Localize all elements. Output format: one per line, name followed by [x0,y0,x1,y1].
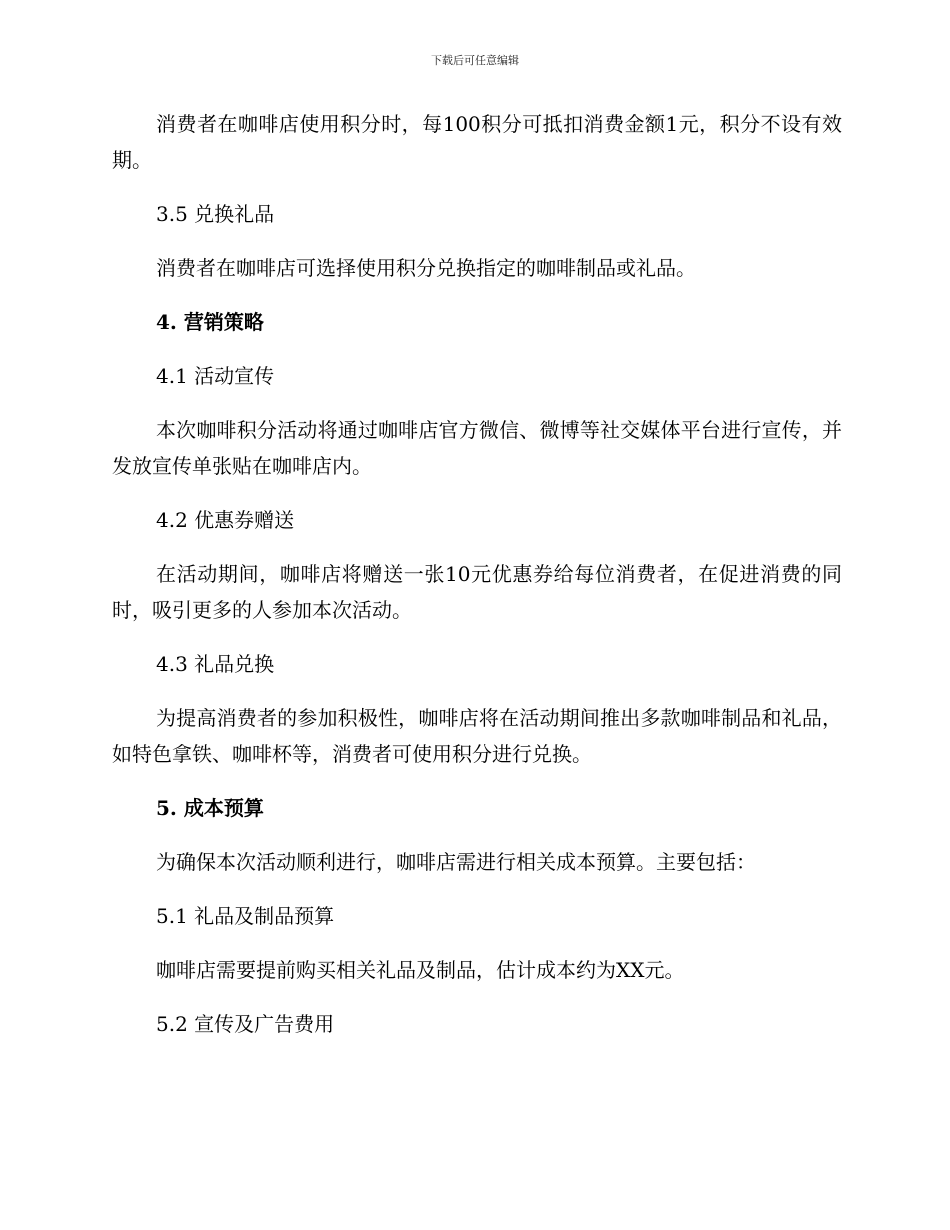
subheading-4-3: 4.3 礼品兑换 [156,652,275,676]
paragraph-promotion: 本次咖啡积分活动将通过咖啡店官方微信、微博等社交媒体平台进行宣传，并发放宣传单张贴在咖啡店内。 [112,418,842,478]
page-header-note: 下载后可任意编辑 [431,54,519,67]
paragraph-coupon: 在活动期间，咖啡店将赠送一张10元优惠券给每位消费者，在促进消费的同时，吸引更多的人参加本次活动。 [112,562,842,622]
subheading-5-1: 5.1 礼品及制品预算 [156,904,335,928]
paragraph-gift-exchange: 为提高消费者的参加积极性，咖啡店将在活动期间推出多款咖啡制品和礼品，如特色拿铁、咖啡杯等，消费者可使用积分进行兑换。 [112,706,842,766]
paragraph-gift-budget: 咖啡店需要提前购买相关礼品及制品，估计成本约为XX元。 [156,958,685,982]
document-body [112,106,842,1060]
subheading-5-2: 5.2 宣传及广告费用 [156,1012,335,1036]
subheading-4-1: 4.1 活动宣传 [156,364,275,388]
paragraph-budget-intro: 为确保本次活动顺利进行，咖啡店需进行相关成本预算。主要包括： [156,850,756,874]
paragraph-points-redeem: 消费者在咖啡店使用积分时，每100积分可抵扣消费金额1元，积分不设有效期。 [112,112,842,172]
subheading-4-2: 4.2 优惠券赠送 [156,508,295,532]
heading-4-marketing: 4. 营销策略 [156,310,264,334]
heading-5-budget: 5. 成本预算 [156,796,264,820]
subheading-3-5: 3.5 兑换礼品 [156,202,275,226]
paragraph-gift-redeem: 消费者在咖啡店可选择使用积分兑换指定的咖啡制品或礼品。 [156,256,696,280]
